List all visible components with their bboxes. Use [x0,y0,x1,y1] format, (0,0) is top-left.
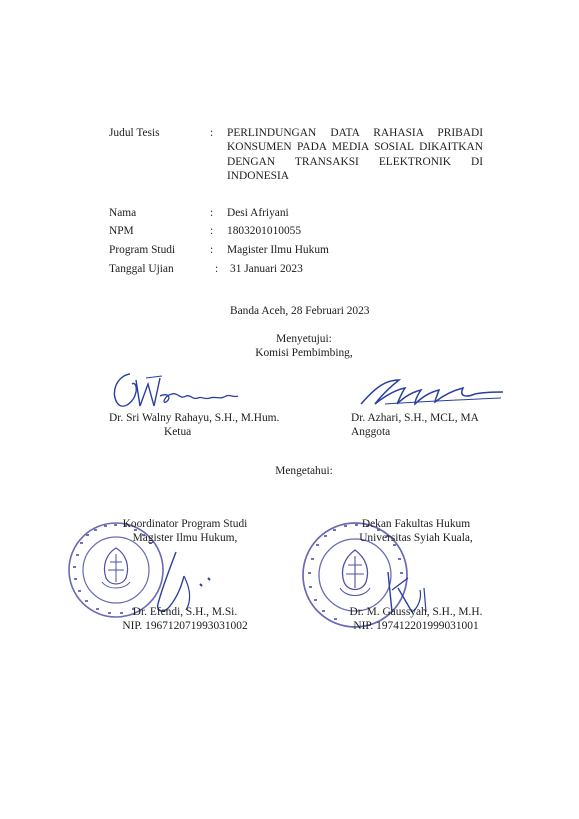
coordinator-unit: Magister Ilmu Hukum, [132,532,238,544]
signature-supervisor-2 [355,374,505,410]
thesis-title [227,126,483,184]
field-exam-date-colon: : [215,263,219,275]
dean-position: Dekan Fakultas Hukum [361,518,471,530]
committee-label: Komisi Pembimbing, [255,347,353,359]
coordinator-position: Koordinator Program Studi [122,518,248,530]
field-exam-date-label: Tanggal Ujian [109,263,174,275]
field-npm-value: 1803201010055 [227,225,302,237]
thesis-title-line: DENGAN TRANSAKSI ELEKTRONIK DI [227,155,483,168]
thesis-title-line: PERLINDUNGAN DATA RAHASIA PRIBADI [227,127,483,139]
thesis-title-line: INDONESIA [227,170,290,183]
signature-supervisor-1 [102,366,242,414]
field-program-colon: : [210,244,214,256]
dean-unit: Universitas Syiah Kuala, [359,532,473,544]
supervisor-1-role: Ketua [164,426,192,438]
coordinator-name: Dr. Efendi, S.H., M.Si. [132,606,238,618]
acknowledged-heading: Mengetahui: [275,465,333,477]
dean-name: Dr. M. Gaussyah, S.H., M.H. [349,606,483,618]
thesis-title-colon: : [210,127,214,139]
field-npm-colon: : [210,225,214,237]
field-name-label: Nama [109,207,137,219]
thesis-title-line: KONSUMEN PADA MEDIA SOSIAL DIKAITKAN [227,141,483,154]
field-name-colon: : [210,207,214,219]
field-name-value: Desi Afriyani [227,207,289,219]
supervisor-2-role: Anggota [351,426,391,438]
field-program-label: Program Studi [109,244,176,256]
coordinator-nip: NIP. 196712071993031002 [122,620,248,632]
supervisor-1-name: Dr. Sri Walny Rahayu, S.H., M.Hum. [109,412,280,424]
dean-nip: NIP. 197412201999031001 [353,620,479,632]
supervisor-2-name: Dr. Azhari, S.H., MCL, MA [351,412,479,424]
field-npm-label: NPM [109,225,134,237]
field-exam-date-value: 31 Januari 2023 [230,263,303,275]
field-program-value: Magister Ilmu Hukum [227,244,329,256]
place-date: Banda Aceh, 28 Februari 2023 [230,305,370,317]
thesis-title-label: Judul Tesis [109,127,160,139]
approval-heading: Menyetujui: [276,333,332,345]
